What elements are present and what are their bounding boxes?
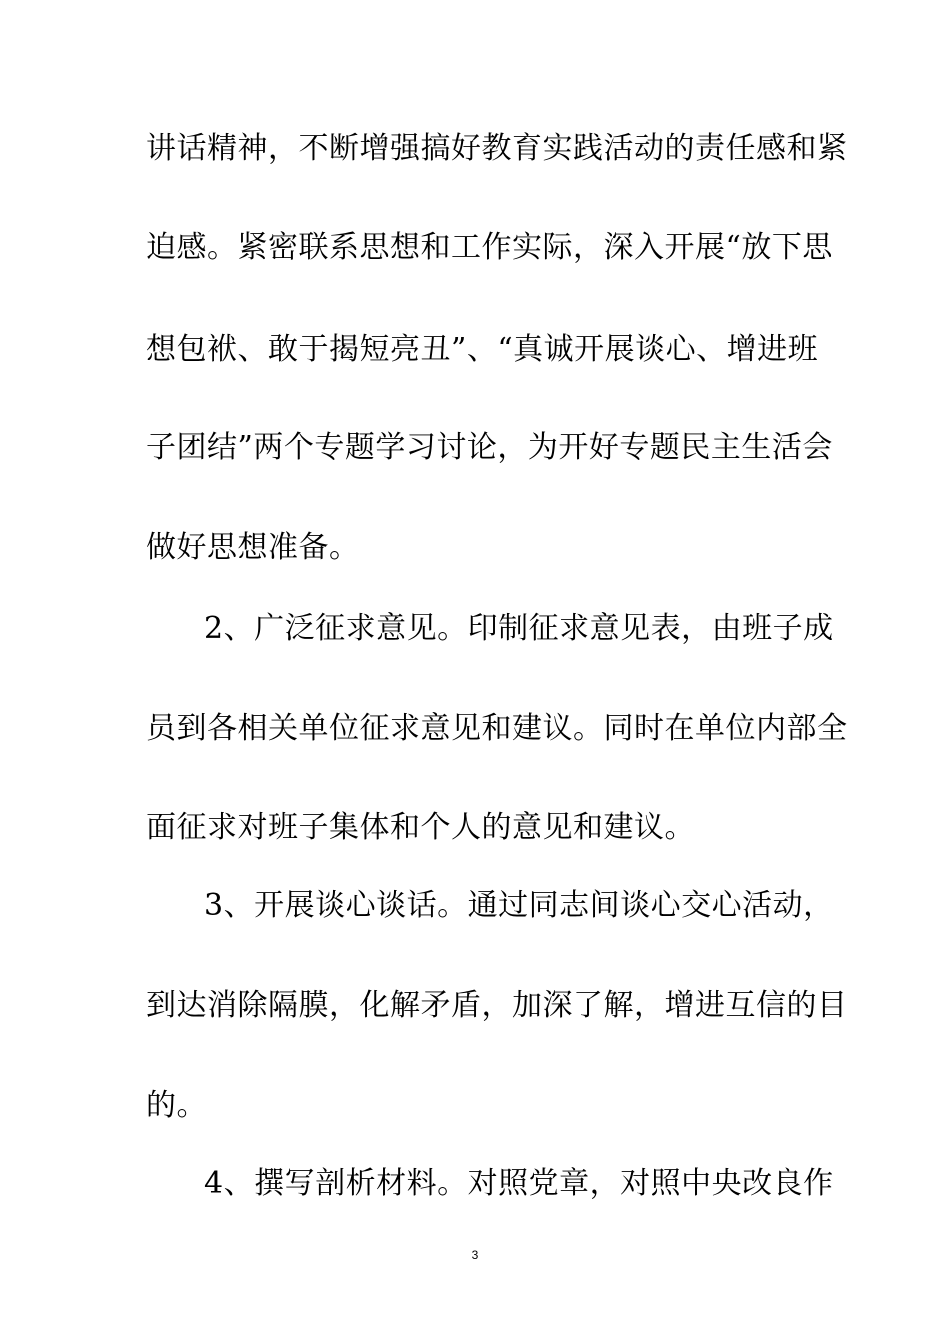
text-line: 讲话精神，不断增强搞好教育实践活动的责任感和紧 xyxy=(146,131,848,166)
text-line: 子团结”两个专题学习讨论，为开好专题民主生活会 xyxy=(146,430,833,465)
text-line: 员到各相关单位征求意见和建议。同时在单位内部全 xyxy=(146,711,848,746)
text-line: 做好思想准备。 xyxy=(146,530,360,565)
page-number: 3 xyxy=(471,1248,479,1262)
text-line: 迫感。紧密联系思想和工作实际，深入开展“放下思 xyxy=(146,230,833,265)
text-line: 的。 xyxy=(146,1088,207,1123)
text-line: 到达消除隔膜，化解矛盾，加深了解，增进互信的目 xyxy=(146,988,848,1023)
text-line: 面征求对班子集体和个人的意见和建议。 xyxy=(146,810,695,845)
paragraph-start-line: 3、开展谈心谈话。通过同志间谈心交心活动， xyxy=(204,888,834,923)
paragraph-start-line: 2、广泛征求意见。印制征求意见表，由班子成 xyxy=(204,611,834,646)
paragraph-start-line: 4、撰写剖析材料。对照党章，对照中央改良作 xyxy=(204,1166,834,1201)
text-line: 想包袱、敢于揭短亮丑”、“真诚开展谈心、增进班 xyxy=(146,332,819,367)
